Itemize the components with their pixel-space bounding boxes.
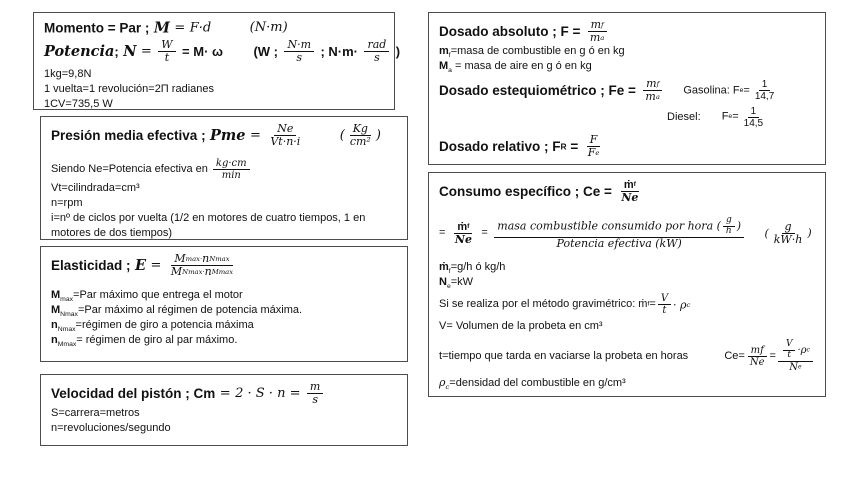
fraction-kgcm-min: $\frac{kg\cdot cm}{\min}$ [213,158,250,181]
velocidad-line-s: S=carrera=metros [51,407,140,420]
fraction-vt-rho-ne: $\frac{V}{t}$ ·ρc Ne [778,340,813,373]
dosado-line-ma: $M_a$ = masa de aire en g ó en kg [439,60,592,75]
box-presion-media-efectiva [40,116,408,240]
momento-expr: F·d [189,20,212,36]
velocidad-expr: 2 · S · n = [235,386,301,402]
gasolina-value: Gasolina: Fe= $\frac{1}{14,7}$ [683,85,779,97]
potencia-label: Potencia [44,43,115,61]
fraction-elasticidad: $\frac{Mmax\cdot nNmax}{MNmax\cdot nMmax}$ [170,252,234,279]
pme-var: Pme [210,127,246,145]
momento-title: Momento = Par ; M = F·d (N·m) [44,19,288,37]
consumo-line-rho: $\rho_c=densidad$ del combustible en g/cm³ [439,375,626,392]
consumo-title [439,179,815,204]
elasticidad-title: Elasticidad ; E = $\frac{Mmax\cdot nNmax}{MNmax\cdot nMmax}$ [51,253,397,278]
dosado-relativo-label: Dosado relativo ; FR = [439,139,579,155]
dosado-estequiometrico-label: Dosado estequiométrico ; Fe = [439,83,636,99]
pme-line-i: i=nº de ciclos por vuelta (1/2 en motores de cuatro tiempos, 1 en motores de dos tiempos) [51,212,366,240]
consumo-line-ne: $N_e=kW$ [439,276,474,291]
fraction-g-kwh: $\frac{g}{kW\cdot h}$ [773,219,803,246]
elasticidad-line2: $M_{Nmax}=Par$ máximo al régimen de potencia máxima. [51,304,303,319]
velocidad-title: Velocidad del pistón ; Cm = 2 · S · n = $\frac{m}{s}$ [51,381,397,406]
consumo-line-mf: ṁ$_f$=g/h ó kg/h [439,261,506,276]
box-velocidad-piston [40,374,408,446]
fraction-nm-s: $\frac{N\cdot m}{s}$ [284,39,314,64]
velocidad-label: Velocidad del pistón ; Cm [51,386,216,402]
consumo-label: Consumo específico ; Ce = [439,184,612,200]
elasticidad-var: E [134,257,147,275]
pme-label: Presión media efectiva ; [51,128,206,144]
elasticidad-line3: $n_{Nmax}=régimen$ de giro a potencia máxima [51,319,254,334]
fraction-mf-ne: $\frac{\text{ṁf}}{Ne}$ [621,179,639,205]
momento-var: M [153,19,170,37]
dosado-line-mf: $m_f=masa$ de combustible en g ó en kg [439,45,625,60]
momento-label: Momento = Par ; [44,20,150,36]
note-kg: 1kg=9,8N [44,68,92,81]
pme-siendo-line: Siendo Ne=Potencia efectiva en $\frac{kg\cdot cm}{\min}$ [51,158,397,181]
fraction-1-145: $\frac{1}{14,5}$ [743,105,764,129]
pme-line-n: n=rpm [51,197,83,210]
velocidad-line-n: n=revoluciones/segundo [51,422,171,435]
dosado-relativo-title [439,134,815,159]
consumo-line-v: V= Volumen de la probeta en cm³ [439,320,603,333]
pme-line-vt: Vt=cilindrada=cm³ [51,182,140,195]
box-consumo-especifico [428,172,826,397]
fraction-masa-potencia: masa combustible consumido por hora ( $\frac{g}{h}$ ) Potencia efectiva (kW) [494,216,744,250]
diesel-value: Diesel: Fe= $\frac{1}{14,5}$ [667,106,815,129]
box-dosado [428,12,826,165]
fraction-f-fe: $\frac{F}{Fe}$ [587,132,600,159]
consumo-t-text: t=tiempo que tarda en vaciarse la probeta en horas [439,350,689,362]
fraction-v-t: $\frac{V}{t}$ [658,293,671,316]
note-cv: 1CV=735,5 W [44,98,113,111]
dosado-absoluto-title [439,19,815,44]
fraction-m-s: $\frac{m}{s}$ [307,381,323,406]
fraction-ne-vtni: $\frac{Ne}{Vt\cdot n\cdot i}$ [270,122,301,149]
consumo-gravimetrico-line: Si se realiza por el método gravimétrico: ṁf= $\frac{V}{t}$ · ρc [439,293,691,317]
fraction-rad-s: $\frac{\text{rad}}{s}$ [364,39,389,64]
elasticidad-line4: $n_{Mmax}=$ régimen de giro al par máximo. [51,334,238,349]
consumo-big-formula: = $\frac{\text{ṁf}}{Ne}$ = masa combustible consumido por hora ( $\frac{g}{h}$ ) Potencia efectiva (kW) ( $\frac{g}{kW\cdot h}$ ) [439,215,812,251]
box-elasticidad [40,246,408,362]
fraction-mf-ma-2: $\frac{mf}{ma}$ [642,78,663,103]
fraction-mf-ne-2: $\frac{\text{ṁf}}{Ne}$ [454,220,472,246]
elasticidad-label: Elasticidad ; [51,258,131,274]
fraction-kg-cm2: $\frac{Kg}{\text{cm²}}$ [349,122,371,149]
potencia-title: Potencia; N = $\frac{W}{t}$ = M· ω (W ; $\frac{N\cdot m}{s}$ ; N·m· $\frac{\text{rad}}{s}$ ) [44,38,401,65]
ce-formula: Ce= $\frac{mf}{Ne}$ = $\frac{V}{t}$ ·ρc Ne [724,340,815,373]
elasticidad-line1: $M_{max}=Par$ máximo que entrega el motor [51,289,243,304]
momento-unit: (N·m) [249,20,288,36]
fraction-mf-ma: $\frac{mf}{ma}$ [587,19,608,44]
box-momento-potencia [33,12,401,111]
fraction-w-t: $\frac{W}{t}$ [158,39,175,64]
note-vuelta: 1 vuelta=1 revolución=2Π radianes [44,83,215,96]
fraction-mf-ne-3: $\frac{mf}{Ne}$ [747,345,768,368]
fraction-1-147: $\frac{1}{14,7}$ [754,79,775,103]
fraction-v-t-2: $\frac{V}{t}$ [783,340,796,361]
pme-title: Presión media efectiva ; Pme = $\frac{Ne}{Vt\cdot n\cdot i}$ ( $\frac{Kg}{\text{cm²}}$ ) [51,122,381,149]
potencia-var: N [123,43,137,61]
consumo-t-line [439,340,815,373]
dosado-absoluto-label: Dosado absoluto ; F = [439,24,581,40]
fraction-g-h: $\frac{g}{h}$ [723,216,735,237]
dosado-estequiometrico-title [439,78,815,103]
